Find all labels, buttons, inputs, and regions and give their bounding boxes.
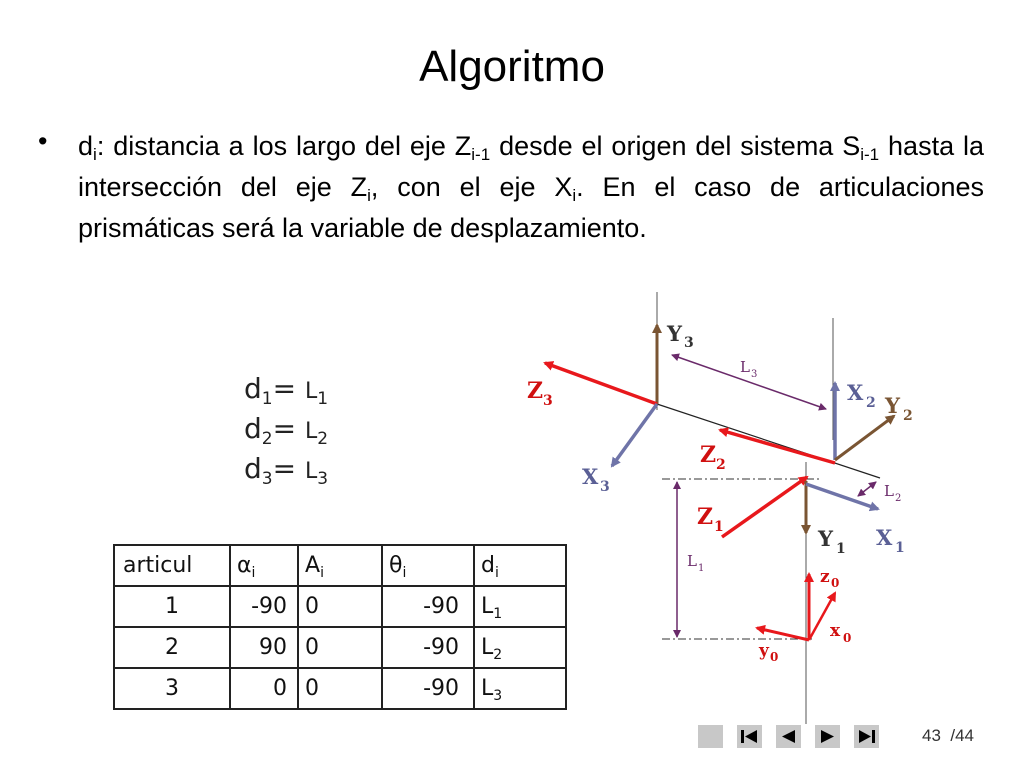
table-cell: -90 bbox=[230, 586, 298, 627]
y0-axis bbox=[757, 628, 809, 640]
table-cell: $L_1$ bbox=[474, 586, 566, 627]
para-d-sub: i bbox=[93, 145, 97, 164]
svg-text:3: 3 bbox=[600, 479, 610, 495]
x3-label bbox=[582, 464, 610, 495]
slide-title: Algoritmo bbox=[419, 42, 605, 91]
header-d: d bbox=[481, 553, 495, 578]
table-cell: $L_2$ bbox=[474, 627, 566, 668]
table-cell: 3 bbox=[114, 668, 230, 709]
svg-text:Y: Y bbox=[885, 393, 900, 418]
svg-text:1: 1 bbox=[714, 519, 724, 535]
x1-axis bbox=[806, 484, 878, 509]
svg-text:X: X bbox=[582, 464, 599, 489]
svg-text:y: y bbox=[759, 641, 769, 661]
table-cell: 0 bbox=[230, 668, 298, 709]
svg-text:1: 1 bbox=[698, 563, 705, 574]
l3-label bbox=[740, 358, 757, 380]
z0-label bbox=[820, 567, 839, 590]
header-theta: θ bbox=[389, 553, 403, 578]
page-total: /44 bbox=[950, 726, 975, 745]
eq-lhs: d bbox=[244, 452, 262, 485]
table-cell: 2 bbox=[114, 627, 230, 668]
z2-axis bbox=[720, 430, 835, 463]
y1-label bbox=[817, 526, 846, 557]
para-text-5: . En el caso de articulaciones prismáticas será la variable de desplazamiento. bbox=[78, 172, 985, 243]
link-line bbox=[657, 404, 880, 478]
x1-label bbox=[876, 525, 905, 556]
svg-text:X: X bbox=[876, 525, 893, 550]
svg-text:1: 1 bbox=[895, 540, 905, 556]
para-sub-3: i bbox=[367, 186, 371, 205]
svg-text:1: 1 bbox=[836, 541, 846, 557]
svg-text:3: 3 bbox=[751, 369, 758, 380]
svg-text:0: 0 bbox=[770, 650, 779, 664]
x0-label bbox=[830, 621, 851, 645]
z1-axis bbox=[722, 477, 807, 537]
eq-rhs: L bbox=[304, 459, 318, 484]
table-cell: 90 bbox=[230, 627, 298, 668]
svg-text:2: 2 bbox=[866, 395, 876, 411]
blank-icon[interactable] bbox=[698, 725, 723, 748]
eq-rhs: L bbox=[304, 419, 318, 444]
header-alpha: α bbox=[237, 553, 252, 578]
svg-text:X: X bbox=[847, 380, 864, 405]
eq-rhs-sub: 2 bbox=[317, 429, 329, 449]
y0-label bbox=[758, 641, 778, 664]
eq-rhs: L bbox=[304, 379, 318, 404]
eq-lhs-sub: 1 bbox=[261, 389, 273, 409]
svg-text:Z: Z bbox=[527, 378, 544, 404]
table-cell: 0 bbox=[298, 627, 382, 668]
table-cell: -90 bbox=[382, 668, 474, 709]
eq-rhs-sub: 1 bbox=[317, 389, 329, 409]
eq-lhs: d bbox=[244, 412, 262, 445]
svg-text:Y: Y bbox=[818, 526, 833, 551]
page-current: 43 bbox=[922, 726, 941, 745]
table-cell: -90 bbox=[382, 586, 474, 627]
svg-text:x: x bbox=[830, 621, 841, 641]
bullet-marker: • bbox=[38, 126, 48, 156]
header-sub: i bbox=[320, 565, 324, 581]
header-sub: i bbox=[494, 565, 499, 581]
prev-page-icon[interactable] bbox=[776, 725, 801, 748]
x2-label bbox=[847, 380, 876, 411]
eq-rhs-sub: 3 bbox=[317, 469, 329, 489]
next-page-icon[interactable] bbox=[815, 725, 840, 748]
z3-label bbox=[527, 378, 553, 409]
eq-sign: = bbox=[272, 452, 305, 485]
svg-text:2: 2 bbox=[895, 493, 902, 504]
para-text-2: desde el origen del sistema S bbox=[490, 131, 861, 161]
table-cell: 0 bbox=[298, 586, 382, 627]
eq-sign: = bbox=[272, 372, 305, 405]
y2-axis bbox=[835, 416, 894, 460]
header-a: A bbox=[305, 553, 321, 578]
z3-axis bbox=[545, 363, 657, 404]
l1-label bbox=[687, 552, 704, 574]
z2-label bbox=[700, 442, 726, 473]
svg-text:L: L bbox=[687, 552, 697, 570]
header-cell: articul bbox=[114, 545, 230, 586]
eq-lhs-sub: 3 bbox=[261, 469, 273, 489]
svg-text:3: 3 bbox=[543, 393, 553, 409]
header-sub: i bbox=[251, 565, 256, 581]
y3-label bbox=[666, 321, 694, 351]
table-cell: $L_3$ bbox=[474, 668, 566, 709]
z1-label bbox=[697, 504, 724, 535]
svg-text:Y: Y bbox=[667, 321, 682, 346]
svg-text:2: 2 bbox=[903, 408, 913, 424]
first-page-icon[interactable] bbox=[737, 725, 762, 748]
last-page-icon[interactable] bbox=[854, 725, 879, 748]
eq-sign: = bbox=[272, 412, 305, 445]
svg-text:L: L bbox=[740, 358, 750, 376]
header-sub: i bbox=[402, 565, 407, 581]
para-text-3: hasta la intersección del eje Z bbox=[78, 131, 984, 202]
svg-text:Z: Z bbox=[700, 442, 717, 468]
l2-dimension bbox=[858, 482, 876, 496]
para-d: d bbox=[78, 131, 94, 161]
para-text-1: : distancia a los largo del eje Z bbox=[96, 131, 472, 161]
svg-text:z: z bbox=[820, 567, 830, 587]
svg-text:0: 0 bbox=[843, 631, 852, 645]
svg-text:0: 0 bbox=[831, 576, 840, 590]
page-indicator bbox=[922, 726, 974, 746]
l2-label bbox=[884, 482, 901, 504]
para-sub-1: i-1 bbox=[471, 145, 491, 164]
svg-text:2: 2 bbox=[716, 457, 726, 473]
para-text-4: , con el eje X bbox=[370, 172, 573, 202]
table-cell: 1 bbox=[114, 586, 230, 627]
para-sub-4: i bbox=[572, 186, 577, 205]
table-cell: 0 bbox=[298, 668, 382, 709]
x3-axis bbox=[612, 404, 657, 466]
eq-lhs-sub: 2 bbox=[261, 429, 273, 449]
svg-text:3: 3 bbox=[684, 335, 694, 351]
svg-text:Z: Z bbox=[697, 504, 714, 530]
table-cell: -90 bbox=[382, 627, 474, 668]
eq-lhs: d bbox=[244, 372, 262, 405]
svg-text:L: L bbox=[884, 482, 894, 500]
para-sub-2: i-1 bbox=[860, 145, 880, 164]
